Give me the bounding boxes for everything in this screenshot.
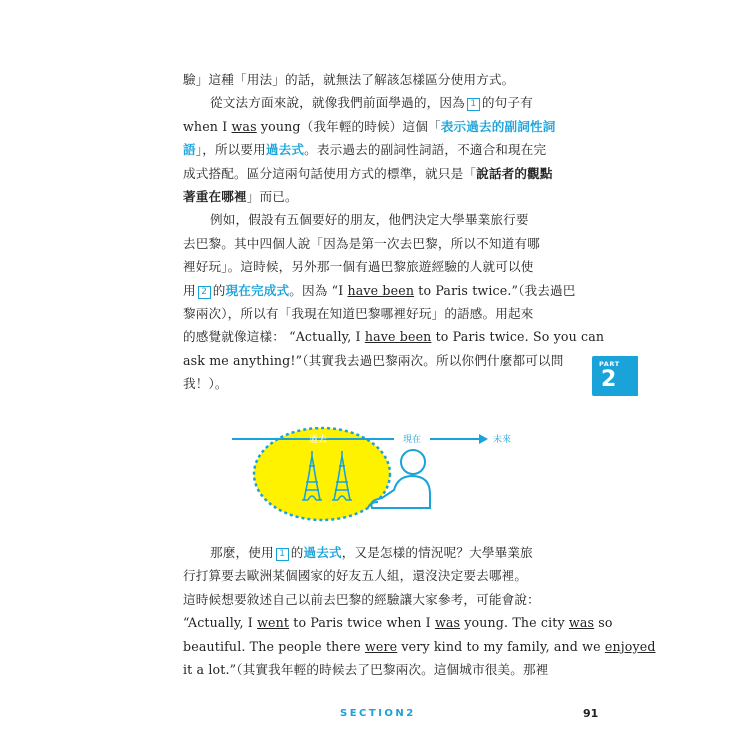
text-line: 驗」這種「用法」的話，就無法了解該怎樣區分使用方式。: [183, 72, 515, 87]
text-line: [183, 115, 573, 138]
text-line: [183, 162, 573, 185]
text-span: young（我年輕的時候）這個「: [256, 118, 441, 134]
number-box-1: 1: [467, 98, 480, 111]
part-tab: [592, 356, 638, 396]
text-line: 裡好玩」。這時候，另外那一個有過巴黎旅遊經驗的人就可以使: [183, 259, 534, 275]
text-span: very kind to my family, and we: [397, 638, 605, 654]
text-span: 的句子有: [481, 95, 533, 111]
label-future: 未來: [492, 435, 512, 445]
page-number: 91: [583, 707, 599, 720]
text-span: to Paris twice when I: [289, 615, 435, 631]
text-line: 去巴黎。其中四個人說「因為是第一次去巴黎，所以不知道有哪: [183, 235, 540, 251]
label-past: 過去: [308, 435, 328, 445]
text-line: 這時候想要敘述自己以前去巴黎的經驗讓大家參考，可能會說：: [183, 591, 540, 607]
text-span: when I: [183, 118, 232, 134]
paragraph-3: [183, 208, 605, 395]
text-line: ask me anything!”（其實我去過巴黎兩次。所以你們什麼都可以問: [183, 352, 564, 368]
text-line: [183, 541, 573, 564]
section-footer: SECTION2: [340, 708, 416, 719]
text-span: to Paris twice. So you can: [431, 329, 605, 345]
text-line: 行打算要去歐洲某個國家的好友五人組，還沒決定要去哪裡。: [183, 568, 528, 584]
text-span: “Actually, I: [183, 615, 258, 631]
text-span: 。表示過去的副詞性詞語，不適合和現在完: [304, 142, 547, 158]
text-span: 用: [183, 282, 196, 298]
text-span: 從文法方面來說，就像我們前面學過的，因為: [210, 95, 465, 111]
underlined-word: was: [434, 615, 461, 631]
number-box-2: 2: [198, 286, 211, 299]
text-line: [183, 138, 573, 161]
arrow-head-icon: [479, 434, 488, 444]
highlight-term: 過去式: [265, 142, 305, 158]
text-line: 黎兩次），所以有「我現在知道巴黎哪裡好玩」的語感。用起來: [183, 306, 534, 322]
text-span: to Paris twice.”（我去過巴: [414, 282, 576, 298]
text-span: so: [594, 615, 613, 631]
bold-term: 著重在哪裡: [183, 189, 247, 205]
lower-text: [183, 541, 656, 681]
text-line: [183, 325, 605, 348]
text-span: 的感覺就像這樣： “Actually, I: [183, 329, 365, 345]
text-line: 例如，假設有五個要好的朋友，他們決定大學畢業旅行要: [210, 212, 529, 228]
part-number: 2: [601, 367, 617, 392]
underlined-word: were: [364, 638, 398, 654]
text-span: ，又是怎樣的情況呢？大學畢業旅: [341, 545, 533, 560]
highlight-term: 現在完成式: [225, 282, 290, 298]
text-line: [183, 185, 573, 208]
text-span: young. The city: [460, 615, 569, 631]
text-line: [183, 91, 573, 114]
label-present: 現在: [402, 435, 422, 445]
text-line: 我！）。: [183, 376, 228, 392]
text-span: 的: [212, 282, 226, 298]
underlined-word: enjoyed: [604, 638, 656, 654]
text-line: [183, 635, 656, 658]
text-span: 成式搭配。區分這兩句話使用方式的標準，就只是「: [183, 165, 477, 181]
text-span: 的: [290, 545, 304, 560]
paragraph-2: [183, 91, 573, 208]
text-span: beautiful. The people there: [183, 638, 365, 654]
bold-term: 說話者的觀點: [476, 165, 553, 181]
text-line: it a lot.”（其實我年輕的時候去了巴黎兩次。這個城市很美。那裡: [183, 662, 549, 678]
underlined-word: have been: [347, 282, 415, 298]
text-span: 。因為 “I: [289, 282, 348, 298]
timeline-diagram: [232, 420, 532, 530]
underlined-word: was: [568, 615, 595, 631]
text-span: 」而已。: [246, 189, 298, 205]
main-text: [183, 68, 605, 396]
text-line: [183, 279, 576, 302]
text-span: 」，所以要用: [195, 142, 266, 158]
underlined-word: have been: [364, 329, 432, 345]
text-line: [183, 611, 613, 634]
paragraph-1: [183, 68, 573, 91]
highlight-term: 語: [183, 142, 196, 158]
highlight-term: 表示過去的副詞性詞: [440, 118, 556, 134]
number-box-1: 1: [276, 548, 289, 561]
highlight-term: 過去式: [303, 545, 342, 560]
part-label: PART: [599, 360, 620, 368]
underlined-word: was: [231, 118, 257, 134]
text-span: 那麼，使用: [210, 545, 274, 560]
underlined-word: went: [257, 615, 290, 631]
